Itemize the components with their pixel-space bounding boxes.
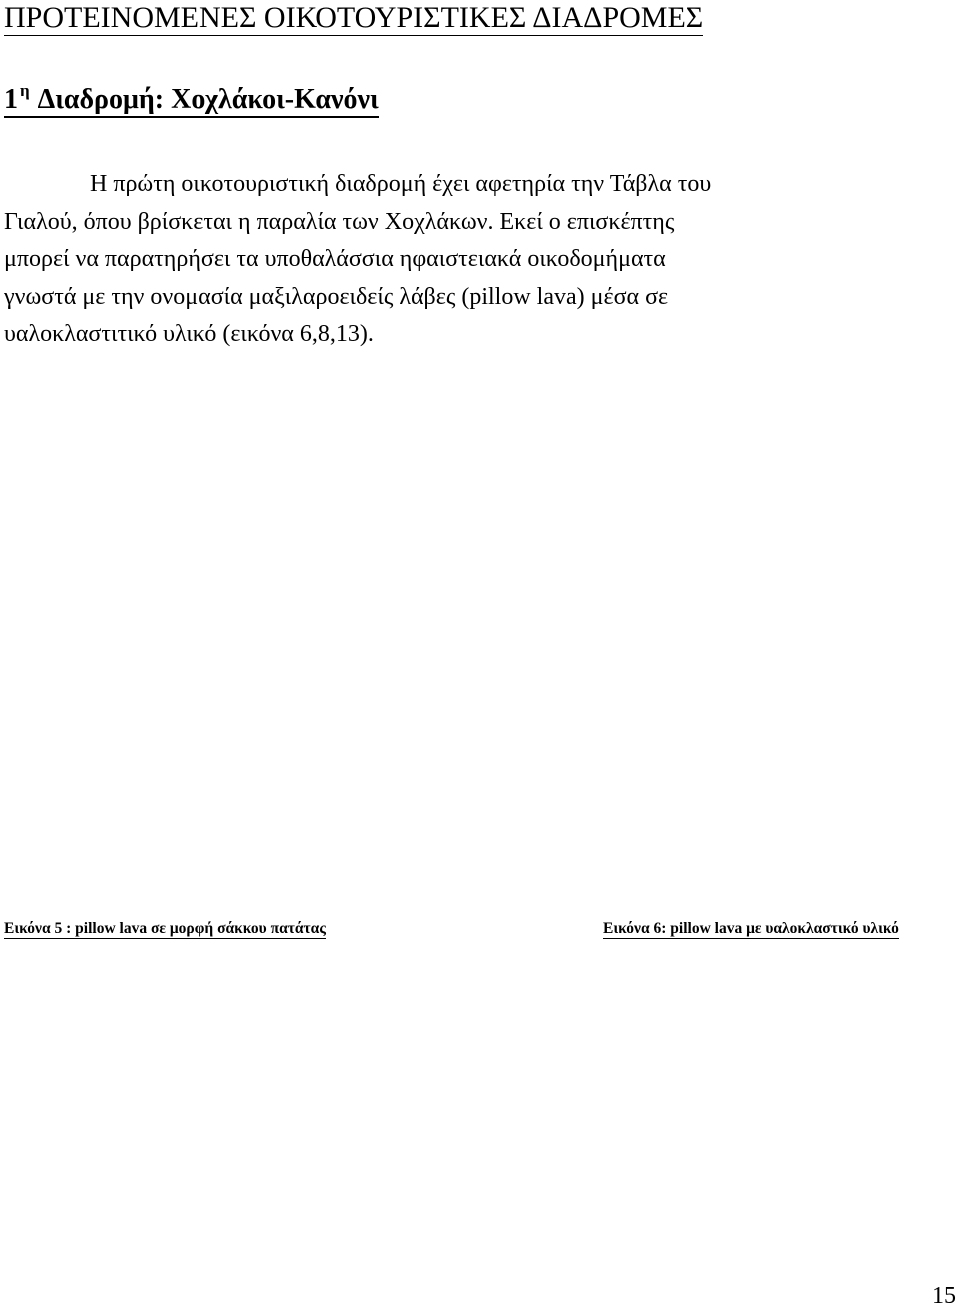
paragraph-line: υαλοκλαστιτικό υλικό (εικόνα 6,8,13). [4,321,374,347]
figure-caption-6 [603,918,899,940]
page-number: 15 [932,1283,956,1309]
route-heading [4,82,379,118]
page-title-text: ΠΡΟΤΕΙΝΟΜΕΝΕΣ ΟΙΚΟΤΟΥΡΙΣΤΙΚΕΣ ΔΙΑΔΡΟΜΕΣ [4,1,704,34]
figure-caption-5 [4,918,326,940]
paragraph-line: Γιαλού, όπου βρίσκεται η παραλία των Χοχλάκων. Εκεί ο επισκέπτης [4,208,675,235]
route-number: 1 [4,84,18,115]
figure-caption-6-text: Εικόνα 6: pillow lava με υαλοκλαστικό υλικό [603,920,899,937]
figure-caption-5-text: Εικόνα 5 : pillow lava σε μορφή σάκκου πατάτας [4,920,326,937]
paragraph-line: γνωστά με την ονομασία μαξιλαροειδείς λάβες (pillow lava) μέσα σε [4,283,669,310]
route-heading-underline [4,81,379,118]
route-description-paragraph [4,166,954,354]
paragraph-line: Η πρώτη οικοτουριστική διαδρομή έχει αφετηρία την Τάβλα του [90,171,712,197]
paragraph-line: μπορεί να παρατηρήσει τα υποθαλάσσια ηφαιστειακά οικοδομήματα [4,246,666,272]
page-title [4,0,944,36]
route-ordinal-superscript: η [20,81,30,100]
route-title: Διαδρομή: Χοχλάκοι-Κανόνι [37,84,379,115]
